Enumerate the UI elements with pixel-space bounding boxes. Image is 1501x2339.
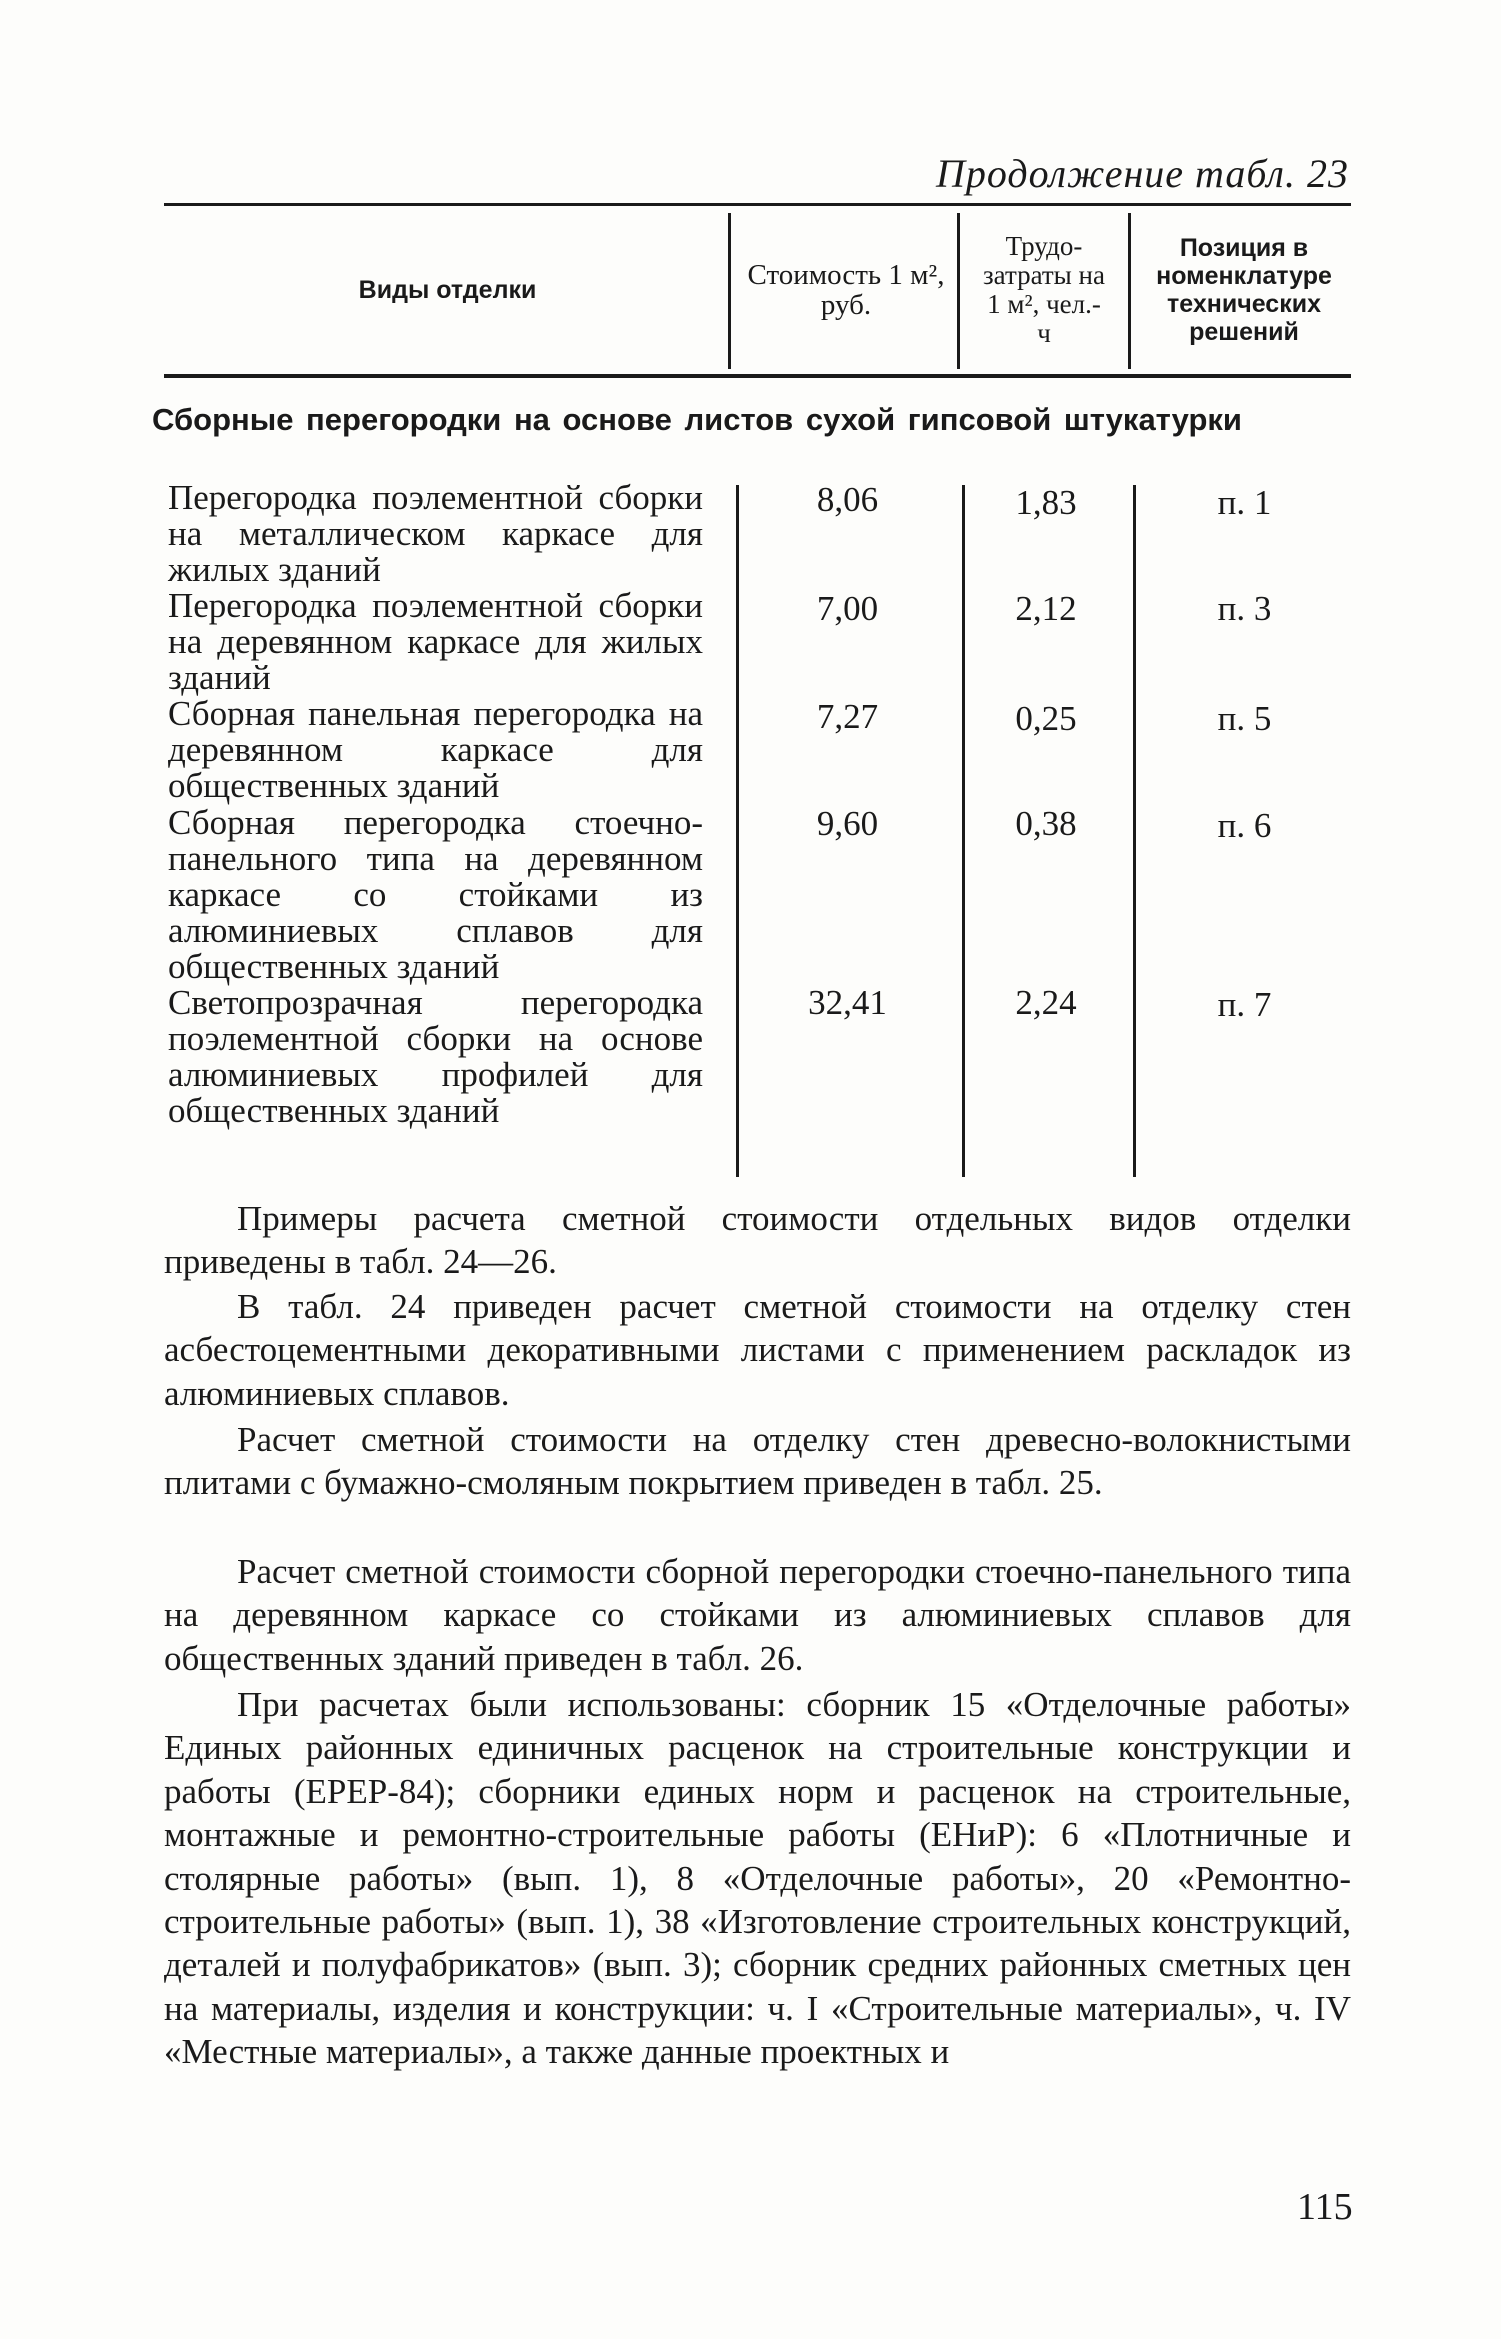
table-row-5-labor: 2,24: [1015, 983, 1077, 1022]
table-row-4-position: п. 6: [1217, 806, 1272, 845]
table-row-1-position: п. 1: [1217, 483, 1272, 522]
header-divider-2: [957, 213, 960, 369]
table-row-5-name: Светопрозрачная перегородка поэлементной сборки на основе алюминиевых профилей для общественных зданий: [168, 983, 703, 1130]
table-row-4-cost: 9,60: [816, 804, 879, 843]
body-divider-1: [736, 485, 739, 1177]
table-row-3-name: Сборная панельная перегородка на деревянном каркасе для общественных зданий: [168, 694, 703, 805]
table-row-1-name: Перегородка поэлементной сборки на металлическом каркасе для жилых зданий: [168, 478, 703, 589]
table-row-4-name: Сборная перегородка стоечно-панельного типа на деревянном каркасе со стойками из алюминиевых сплавов для общественных зданий: [168, 803, 703, 986]
paragraph-4: Расчет сметной стоимости сборной перегородки стоечно-панельного типа на деревянном каркасе со стойками из алюминиевых сплавов для общественных зданий приведен в табл. 26.: [164, 1552, 1351, 1678]
paragraph-3: Расчет сметной стоимости на отделку стен древесно-волокнистыми плитами с бумажно-смоляным покрытием приведен в табл. 25.: [164, 1420, 1351, 1503]
header-position: Позиция в номенклатуре технических решений: [1156, 234, 1332, 346]
table-row-2-name: Перегородка поэлементной сборки на деревянном каркасе для жилых зданий: [168, 586, 703, 697]
table-row-3-position: п. 5: [1217, 699, 1272, 738]
table-row-5-position: п. 7: [1217, 985, 1272, 1024]
table-section-heading: Сборные перегородки на основе листов сухой гипсовой штукатурки: [152, 402, 1242, 437]
header-divider-3: [1128, 213, 1131, 369]
header-cost: Стоимость 1 м², руб.: [747, 259, 945, 321]
table-top-rule: [164, 203, 1351, 206]
page-number: 115: [1297, 2186, 1353, 2228]
table-row-5-cost: 32,41: [808, 983, 887, 1022]
header-divider-1: [728, 213, 731, 369]
table-row-3-labor: 0,25: [1015, 699, 1077, 738]
paragraph-2: В табл. 24 приведен расчет сметной стоимости на отделку стен асбестоцементными декоративными листами с применением раскладок из алюминиевых сплавов.: [164, 1287, 1351, 1413]
table-row-2-position: п. 3: [1217, 589, 1272, 628]
table-row-1-cost: 8,06: [816, 480, 879, 519]
table-row-3-cost: 7,27: [816, 697, 879, 736]
table-row-2-cost: 7,00: [816, 589, 879, 628]
table-row-2-labor: 2,12: [1015, 589, 1077, 628]
table-header-rule: [164, 374, 1351, 378]
continuation-caption: Продолжение табл. 23: [935, 151, 1349, 196]
paragraph-5: При расчетах были использованы: сборник 15 «Отделочные работы» Единых районных единичных расценок на строительные конструкции и работы (ЕРЕР-84); сборники единых норм и расценок на строительные, монтажные и ремонтно-строительные работы (ЕНиР): 6 «Плотничные и столярные работы» (вып. 1), 8 «Отделочные работы», 20 «Ремонтно-строительные работы» (вып. 1), 38 «Изготовление строительных конструкций, деталей и полуфабрикатов» (вып. 3); сборник средних районных сметных цен на материалы, изделия и конструкции: ч. I «Строительные материалы», ч. IV «Местные материалы», а также данные проектных и: [164, 1685, 1351, 2072]
table-row-1-labor: 1,83: [1015, 483, 1077, 522]
paragraph-1: Примеры расчета сметной стоимости отдельных видов отделки приведены в табл. 24—26.: [164, 1199, 1351, 1282]
header-labor: Трудо-затраты на 1 м², чел.-ч: [983, 231, 1105, 348]
body-divider-2: [962, 485, 965, 1177]
header-types: Виды отделки: [358, 276, 537, 304]
table-row-4-labor: 0,38: [1015, 804, 1077, 843]
body-divider-3: [1133, 485, 1136, 1177]
